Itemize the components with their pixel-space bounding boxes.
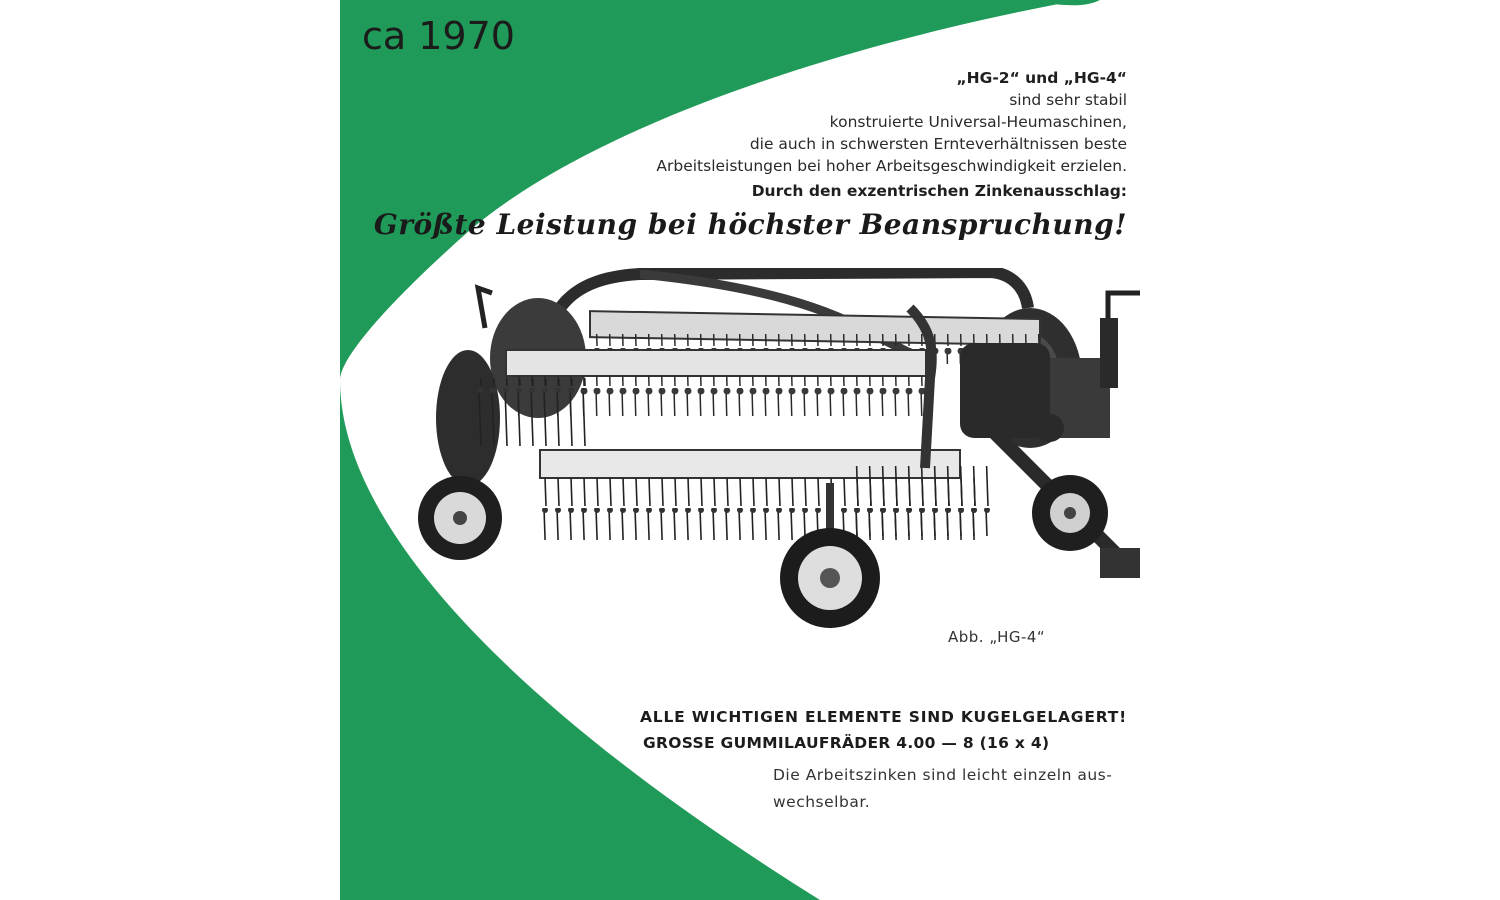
- brochure-page: [340, 0, 1150, 900]
- features-block: [567, 704, 1127, 816]
- intro-line: die auch in schwersten Ernteverhältnissen beste: [749, 135, 1127, 153]
- slogan-heading: Größte Leistung bei höchster Beanspruchung!: [373, 208, 1127, 241]
- intro-line: konstruierte Universal-Heumaschinen,: [829, 113, 1127, 131]
- feature-headline-wheels: GROSSE GUMMILAUFRÄDER 4.00 — 8 (16 x 4): [643, 734, 1050, 752]
- intro-line: Arbeitsleistungen bei hoher Arbeitsgeschwindigkeit erzielen.: [656, 157, 1127, 175]
- year-label: ca 1970: [362, 14, 515, 58]
- model-names: „HG-2“ und „HG-4“: [956, 69, 1127, 87]
- hay-rake-machine-photo: [410, 268, 1150, 633]
- photo-caption: Abb. „HG-4“: [948, 628, 1046, 646]
- feature-headline-bearings: ALLE WICHTIGEN ELEMENTE SIND KUGELGELAGERT!: [639, 708, 1127, 726]
- intro-text: [507, 67, 1127, 202]
- feature-note: Die Arbeitszinken sind leicht einzeln aus- wechselbar.: [773, 766, 1113, 811]
- intro-line: sind sehr stabil: [1009, 91, 1127, 109]
- intro-emphasis: Durch den exzentrischen Zinkenausschlag:: [751, 182, 1127, 200]
